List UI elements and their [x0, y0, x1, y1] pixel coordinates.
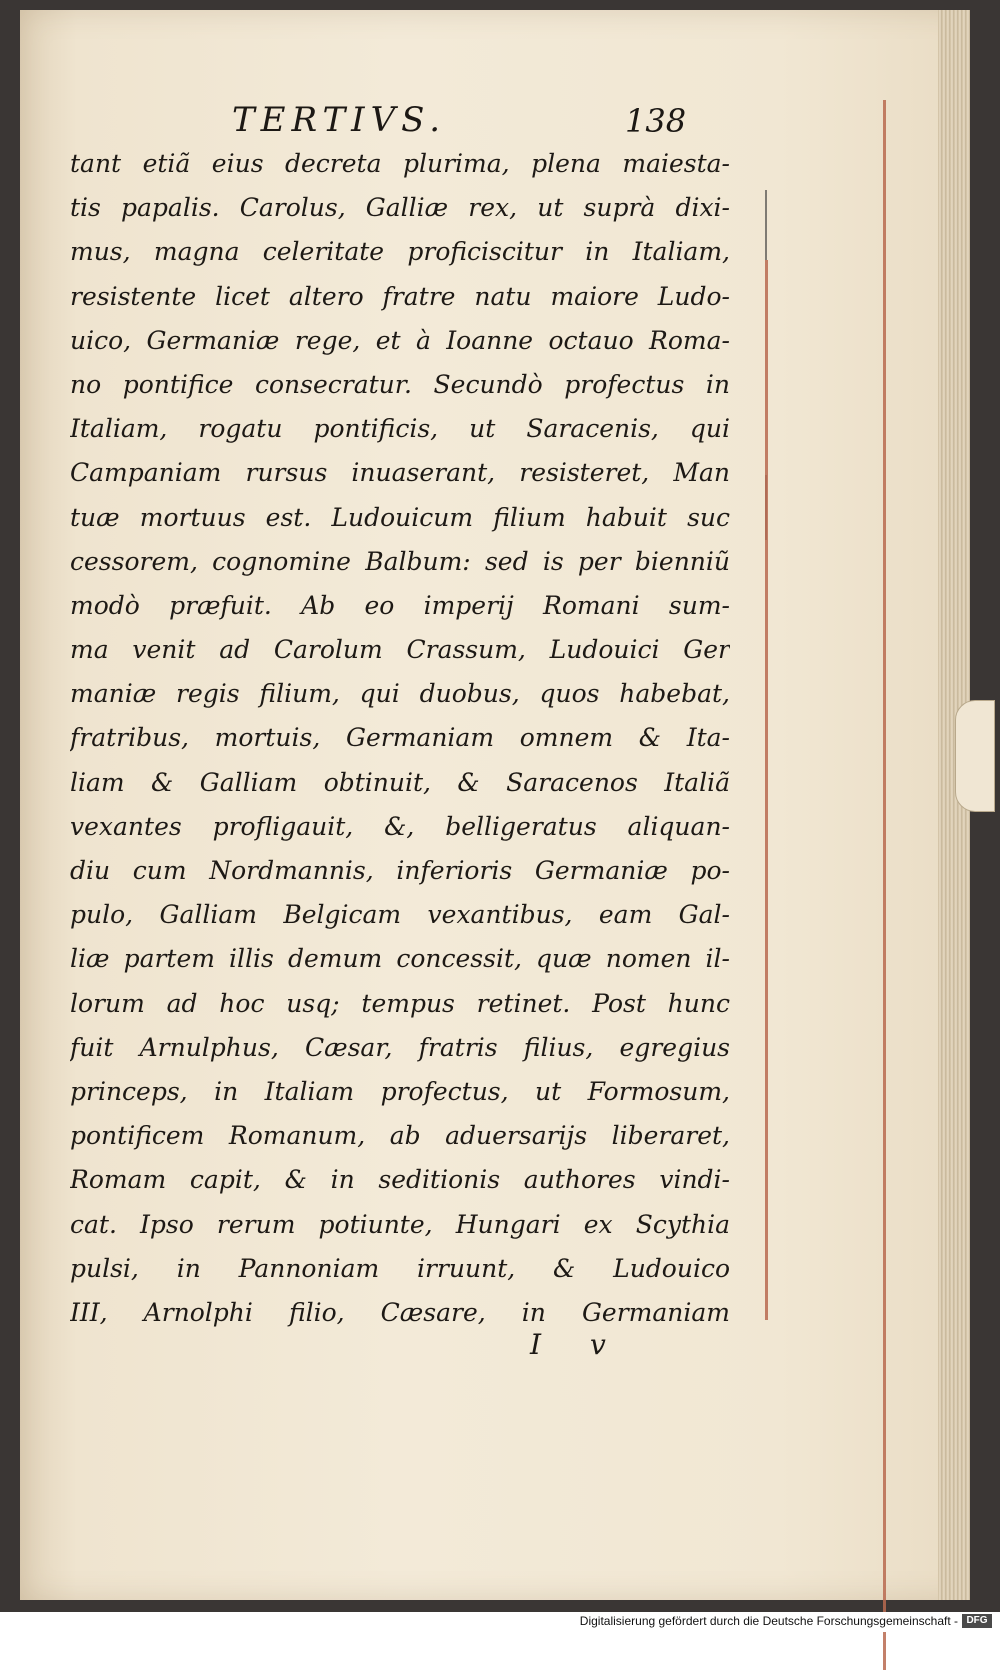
text-line: tis papalis. Carolus, Galliæ rex, ut suprà dixi- [70, 193, 730, 223]
text-line: lorum ad hoc usq; tempus retinet. Post hunc [70, 988, 730, 1018]
body-text [70, 142, 730, 1335]
page-fold-tab [955, 700, 995, 812]
text-line: ma venit ad Carolum Crassum, Ludouici Ger [70, 635, 730, 665]
text-line: tuæ mortuus est. Ludouicum filium habuit suc [70, 502, 730, 532]
text-line: modò præfuit. Ab eo imperij Romani sum- [70, 590, 730, 620]
text-line: diu cum Nordmannis, inferioris Germaniæ po- [70, 856, 730, 885]
text-line: fratribus, mortuis, Germaniam omnem & Ita- [70, 723, 730, 753]
text-line: maniæ regis filium, qui duobus, quos habebat, [70, 679, 730, 709]
text-line: vexantes profligauit, &, belligeratus aliquan- [70, 811, 730, 841]
text-line: uico, Germaniæ rege, et à Ioanne octauo Roma- [70, 325, 730, 355]
text-line: tant etiã eius decreta plurima, plena maiesta- [70, 149, 730, 178]
margin-rule-inner [765, 260, 768, 1320]
text-line: cessorem, cognomine Balbum: sed is per bienniũ [70, 546, 730, 576]
catchword-signature: I v [530, 1328, 626, 1361]
text-line: Romam capit, & in seditionis authores vindi- [70, 1165, 730, 1195]
running-head: TERTIVS. [232, 100, 447, 140]
page-number: 138 [625, 102, 687, 140]
margin-mark-upper [765, 190, 767, 260]
text-line: liam & Galliam obtinuit, & Saracenos Italiã [70, 767, 730, 797]
text-line: princeps, in Italiam profectus, ut Formosum, [70, 1076, 730, 1106]
text-line: resistente licet altero fratre natu maiore Ludo- [70, 281, 730, 311]
text-line: liæ partem illis demum concessit, quæ nomen il- [70, 944, 730, 974]
margin-rule-outer [883, 100, 886, 1670]
text-line: mus, magna celeritate proficiscitur in Italiam, [70, 237, 730, 267]
text-line: Campaniam rursus inuaserant, resisteret, Man [70, 458, 730, 488]
text-line: pontificem Romanum, ab aduersarijs liberaret, [70, 1121, 730, 1151]
text-line: cat. Ipso rerum potiunte, Hungari ex Scythia [70, 1209, 730, 1239]
dfg-logo: DFG [962, 1614, 992, 1628]
text-line: III, Arnolphi filio, Cæsare, in Germaniam [70, 1297, 730, 1327]
footer-credit: Digitalisierung gefördert durch die Deutsche Forschungsgemeinschaft - [579, 1614, 958, 1628]
text-line: no pontifice consecratur. Secundò profectus in [70, 369, 730, 399]
text-line: pulsi, in Pannoniam irruunt, & Ludouico [70, 1253, 730, 1283]
text-line: Italiam, rogatu pontificis, ut Saracenis, qui [70, 414, 730, 444]
text-line: pulo, Galliam Belgicam vexantibus, eam Gal- [70, 900, 730, 930]
text-line: fuit Arnulphus, Cæsar, fratris filius, egregius [70, 1032, 730, 1062]
